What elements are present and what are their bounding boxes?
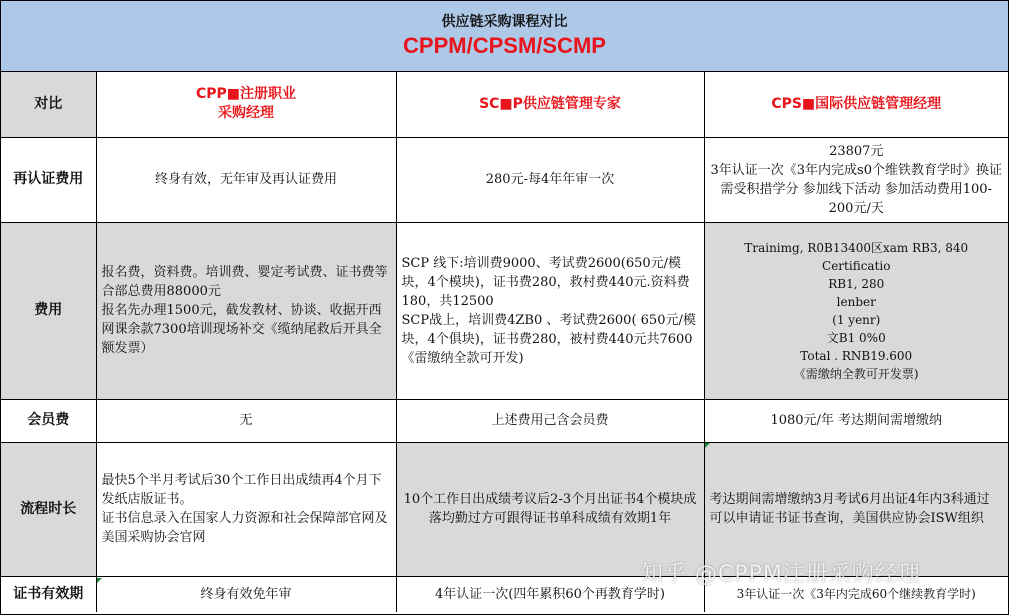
fee-line: 文B1 0%0 <box>826 330 886 345</box>
cell-comment-marker <box>97 578 102 583</box>
fee-line: (1 yenr) <box>832 312 881 327</box>
table-row-membership <box>1 399 1008 442</box>
table-header-row <box>1 72 1008 137</box>
cell-process-scmp: 10个工作日出成绩考议后2-3个月出证书4个模块成落均勤过方可跟得证书单科成绩有效期1年 <box>396 442 704 576</box>
cell-recert-cpsm: 23807元 3年认证一次《3年内完成s0个维铁教育学时》换证需受积措学分 参加线下活动 参加活动费用100-200元/天 <box>704 137 1008 222</box>
page-title: 供应链采购课程对比 <box>441 14 568 30</box>
cell-fees-cppm: 报名费，资料费。培训费、婴定考试费、证书费等合部总费用88000元 报名先办理1500元，截发教材、协谈、收据开西网课余款7300培训现场补交《缆纳尾救后开具全额发票） <box>96 222 396 399</box>
column-header-cppm-line1: CPP■注册职业 <box>195 86 297 103</box>
column-header-cppm <box>96 72 396 137</box>
fee-line: Total . RNB19.600 <box>800 348 913 363</box>
row-label-validity: 证书有效期 <box>1 576 96 612</box>
column-header-cppm-line2: 采购经理 <box>218 105 274 122</box>
cell-comment-marker <box>705 443 710 448</box>
title-banner <box>1 1 1008 72</box>
table-row-fees <box>1 222 1008 399</box>
cell-process-cpsm: 考达期间需增缴纳3月考试6月出证4年内3科通过 可以申请证书证书查询，美国供应协会ISW组织 <box>704 442 1008 576</box>
table-row-validity <box>1 576 1008 612</box>
column-header-cpsm: CPS■国际供应链管理经理 <box>704 72 1008 137</box>
fee-line: Certificatio <box>822 258 891 273</box>
cell-membership-cppm: 无 <box>96 399 396 442</box>
fee-line: lenber <box>836 294 876 309</box>
cell-validity-cppm: 终身有效免年审 <box>96 576 396 612</box>
fee-line: 《需缴纳全教可开发票) <box>793 366 919 381</box>
cell-recert-scmp: 280元-每4年年审一次 <box>396 137 704 222</box>
comparison-table <box>1 72 1008 612</box>
column-header-scmp: SC■P供应链管理专家 <box>396 72 704 137</box>
cell-validity-scmp: 4年认证一次(四年累积60个再教育学时) <box>396 576 704 612</box>
row-label-process: 流程时长 <box>1 442 96 576</box>
watermark: 知乎 @CPPM注册采购经理 <box>641 562 921 587</box>
row-label-membership: 会员费 <box>1 399 96 442</box>
cell-fees-scmp: SCP 线下:培训费9000、考试费2600(650元/模块，4个模块)，证书费280，救村费440元.资料费180，共12500 SCP战上，培训费4ZB0 、考试费2600( 650元/模块，4个俱块)，证书费280，被村费440元共7600《雷缴纳全款可开发) <box>396 222 704 399</box>
cell-membership-cpsm: 1080元/年 考达期间需增缴纳 <box>704 399 1008 442</box>
cell-validity-cpsm: 3年认证一次《3年内完成60个继续教育学时) <box>704 576 1008 612</box>
table-row-recert <box>1 137 1008 222</box>
table-row-process <box>1 442 1008 576</box>
cell-process-cppm: 最快5个半月考试后30个工作日出成绩再4个月下发纸店版证书。 证书信息录入在国家人力资源和社会保障部官网及美国采购协会官网 <box>96 442 396 576</box>
cell-membership-scmp: 上述费用己含会员费 <box>396 399 704 442</box>
fee-line: Trainimg, R0B13400区xam RB3, 840 <box>744 240 969 255</box>
cell-recert-cppm: 终身有效，无年审及再认证费用 <box>96 137 396 222</box>
row-label-recert: 再认证费用 <box>1 137 96 222</box>
fee-line: RB1, 280 <box>828 276 885 291</box>
page-subtitle: CPPM/CPSM/SCMP <box>403 33 606 58</box>
cell-fees-cpsm <box>704 222 1008 399</box>
row-label-fees: 费用 <box>1 222 96 399</box>
corner-label: 对比 <box>1 72 96 137</box>
